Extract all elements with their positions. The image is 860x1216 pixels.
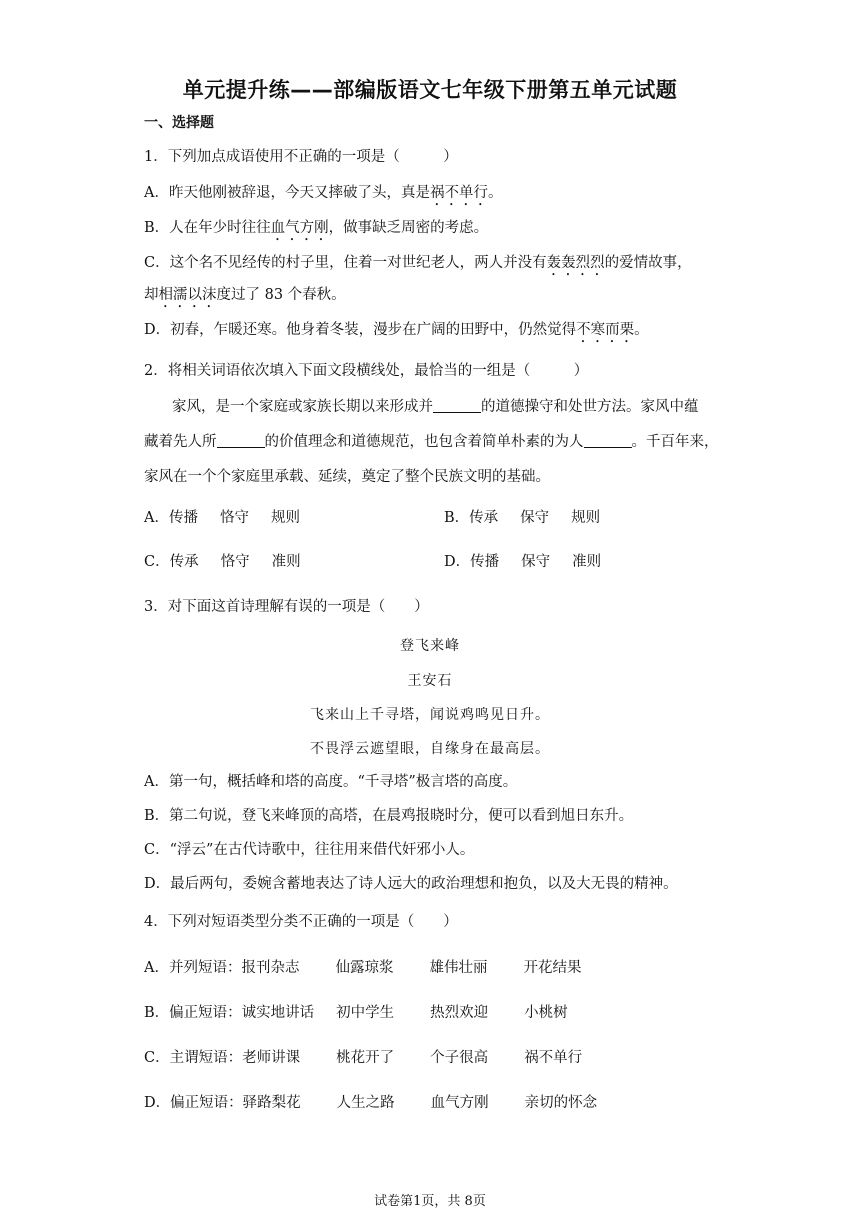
- option-label: A．并列短语：: [144, 960, 242, 976]
- dotted-idiom: 轰轰烈烈: [546, 255, 605, 271]
- phrase: 人生之路: [336, 1095, 395, 1111]
- q2-option-b: [444, 508, 600, 528]
- q1-option-c-line2: [144, 285, 724, 311]
- option-label: D．偏正短语：: [144, 1095, 243, 1111]
- q2-option-d: [444, 552, 601, 572]
- phrase: 诚实地讲话: [241, 1005, 315, 1021]
- phrase: 开花结果: [523, 960, 582, 976]
- q2-option-c: [144, 552, 724, 572]
- phrase: 桃花开了: [336, 1050, 395, 1066]
- poem-line-2: 不畏浮云遮望眼，自缘身在最高层。: [310, 741, 550, 757]
- option-text: D．初春，乍暖还寒。他身着冬装，漫步在广阔的田野中，仍然觉得: [144, 322, 577, 338]
- q4-option-d: [144, 1093, 724, 1113]
- phrase: 驿路梨花: [242, 1095, 301, 1111]
- fill-blank: [433, 398, 481, 413]
- passage-text: 的价值理念和道德规范，也包含着简单朴素的为人: [264, 434, 584, 450]
- fill-blank: [584, 433, 632, 448]
- q1-option-a: [144, 183, 724, 209]
- option-word: 保守: [520, 510, 550, 526]
- option-word: 传承: [469, 510, 499, 526]
- section-heading: 一、选择题: [144, 115, 214, 131]
- fill-blank: [217, 433, 265, 448]
- phrase: 亲切的怀念: [524, 1095, 598, 1111]
- q3-stem: 3．对下面这首诗理解有误的一项是（ ）: [144, 599, 429, 615]
- option-word: 准则: [271, 554, 301, 570]
- option-text: 。: [487, 185, 503, 201]
- option-word: 准则: [572, 554, 602, 570]
- q1-option-d: [144, 320, 724, 346]
- option-word: 恪守: [219, 510, 249, 526]
- passage-text: 的道德操守和处世方法。家风中蕴: [481, 399, 699, 415]
- option-label: D．: [444, 554, 471, 570]
- q4-option-a: [144, 958, 724, 978]
- q4-option-b: [144, 1003, 724, 1023]
- option-word: 传承: [169, 554, 199, 570]
- dotted-idiom: 祸不单行: [429, 185, 488, 201]
- option-label: C．主谓短语：: [144, 1050, 243, 1066]
- option-text: A．昨天他刚被辞退，今天又摔破了头，真是: [144, 185, 430, 201]
- q2-passage-line3: 家风在一个个家庭里承载、延续，奠定了整个民族文明的基础。: [144, 469, 550, 485]
- option-label: C．: [144, 554, 170, 570]
- phrase: 报刊杂志: [241, 960, 300, 976]
- option-text: C．这个名不见经传的村子里，住着一对世纪老人，两人并没有: [144, 255, 547, 271]
- phrase: 个子很高: [430, 1050, 489, 1066]
- option-text: B．人在年少时往往: [144, 220, 271, 236]
- q4-option-c: [144, 1048, 724, 1068]
- phrase: 初中学生: [336, 1005, 395, 1021]
- option-word: 规则: [270, 510, 300, 526]
- phrase: 热烈欢迎: [430, 1005, 489, 1021]
- dotted-idiom: 不寒而栗: [576, 322, 635, 338]
- option-word: 传播: [470, 554, 500, 570]
- phrase: 祸不单行: [524, 1050, 583, 1066]
- q3-option-a: A．第一句，概括峰和塔的高度。“千寻塔”极言塔的高度。: [144, 774, 518, 790]
- q3-option-d: D．最后两句，委婉含蓄地表达了诗人远大的政治理想和抱负，以及大无畏的精神。: [144, 876, 678, 892]
- q1-option-c-line1: [144, 253, 724, 279]
- dotted-idiom: 血气方刚: [270, 220, 329, 236]
- dotted-idiom: 相濡以沫: [158, 287, 217, 303]
- option-text: 度过了 83 个春秋。: [216, 287, 346, 303]
- poem-author: 王安石: [407, 673, 453, 689]
- option-label: A．: [144, 510, 169, 526]
- poem-line-1: 飞来山上千寻塔，闻说鸡鸣见日升。: [310, 707, 550, 723]
- phrase: 小桃树: [524, 1005, 568, 1021]
- q1-stem: 1．下列加点成语使用不正确的一项是（ ）: [144, 149, 458, 165]
- option-word: 恪守: [220, 554, 250, 570]
- option-word: 保守: [521, 554, 551, 570]
- phrase: 仙露琼浆: [335, 960, 394, 976]
- q1-option-b: [144, 218, 724, 244]
- phrase: 血气方刚: [430, 1095, 489, 1111]
- option-word: 传播: [168, 510, 198, 526]
- passage-text: 家风，是一个家庭或家族长期以来形成并: [172, 399, 433, 415]
- q4-stem: 4．下列对短语类型分类不正确的一项是（ ）: [144, 914, 458, 930]
- q2-option-a: [144, 508, 724, 528]
- page-title: 单元提升练——部编版语文七年级下册第五单元试题: [182, 78, 678, 102]
- q2-passage-line1: [172, 397, 724, 417]
- option-text: 。: [634, 322, 649, 338]
- phrase: 老师讲课: [242, 1050, 301, 1066]
- option-text: ，做事缺乏周密的考虑。: [328, 220, 489, 236]
- q2-passage-line2: [144, 432, 724, 452]
- q2-stem: 2．将相关词语依次填入下面文段横线处，最恰当的一组是（ ）: [144, 363, 589, 379]
- phrase: 雄伟壮丽: [429, 960, 488, 976]
- option-word: 规则: [571, 510, 601, 526]
- option-label: B．: [444, 510, 470, 526]
- passage-text: 藏着先人所: [144, 434, 217, 450]
- option-label: B．偏正短语：: [144, 1005, 242, 1021]
- passage-text: 。千百年来，: [631, 434, 719, 450]
- option-text: 却: [144, 287, 159, 303]
- poem-title: 登飞来峰: [400, 638, 460, 654]
- q3-option-b: B．第二句说，登飞来峰顶的高塔，在晨鸡报晓时分，便可以看到旭日东升。: [144, 808, 634, 824]
- q3-option-c: C．“浮云”在古代诗歌中，往往用来借代奸邪小人。: [144, 842, 475, 858]
- option-text: 的爱情故事，: [604, 255, 692, 271]
- page-footer: 试卷第1页，共 8页: [374, 1194, 486, 1209]
